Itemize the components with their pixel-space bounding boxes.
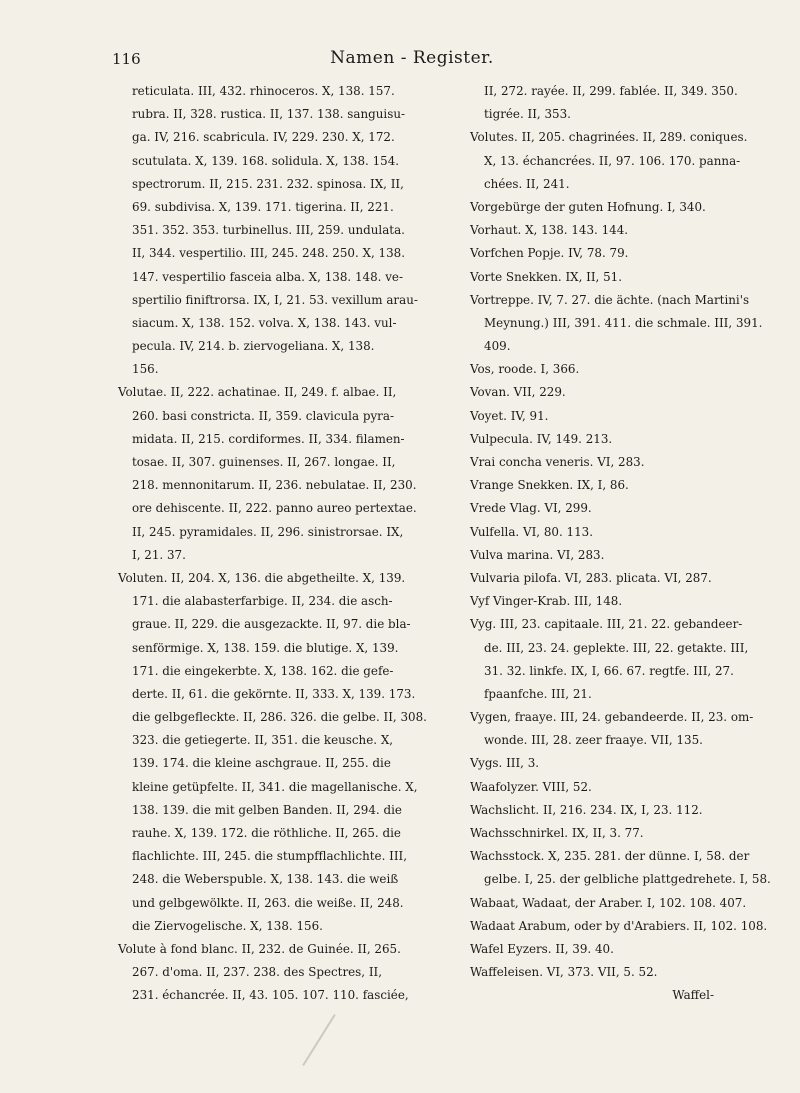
index-entry: Vovan. VII, 229.	[470, 385, 566, 400]
index-entry: Vortreppe. IV, 7. 27. die ächte. (nach Martini's	[470, 292, 750, 307]
left-index-column	[118, 80, 450, 1008]
right-index-column	[470, 80, 771, 1008]
index-entry-continuation: rauhe. X, 139. 172. die röthliche. II, 265. die	[132, 826, 401, 840]
index-entry: Wachsschnirkel. IX, II, 3. 77.	[470, 826, 644, 840]
index-entry: Vyf Vinger-Krab. III, 148.	[470, 594, 623, 609]
index-entry: Wabaat, Wadaat, der Araber. I, 102. 108. 407.	[470, 895, 747, 910]
index-entry: Volutae. II, 222. achatinae. II, 249. f. albae. II,	[118, 385, 397, 400]
index-entry: Vygen, fraaye. III, 24. gebandeerde. II, 23. om-	[470, 710, 754, 725]
index-entry-continuation: 31. 32. linkfe. IX, I, 66. 67. regtfe. III, 27.	[484, 663, 734, 678]
index-entry: Vorhaut. X, 138. 143. 144.	[470, 223, 629, 238]
index-entry: Volutes. II, 205. chagrinées. II, 289. coniques.	[470, 130, 748, 145]
index-entry: Vulvaria pilofa. VI, 283. plicata. VI, 287.	[470, 570, 712, 585]
index-entry: Vyg. III, 23. capitaale. III, 21. 22. gebandeer-	[470, 617, 743, 632]
index-entry-continuation: kleine getüpfelte. II, 341. die magellanische. X,	[132, 779, 418, 794]
index-entry-continuation: graue. II, 229. die ausgezackte. II, 97. die bla-	[132, 617, 411, 632]
index-entry: Vorfchen Popje. IV, 78. 79.	[470, 246, 629, 261]
index-entry-continuation: 351. 352. 353. turbinellus. III, 259. undulata.	[132, 223, 405, 238]
index-entry-continuation: scutulata. X, 139. 168. solidula. X, 138. 154.	[132, 153, 400, 168]
index-entry: Vrai concha veneris. VI, 283.	[470, 455, 645, 469]
index-entry-continuation: gelbe. I, 25. der gelbliche plattgedrehete. I, 58.	[484, 872, 771, 887]
index-entry: Vygs. III, 3.	[470, 756, 540, 771]
index-entry-continuation: I, 21. 37.	[132, 547, 186, 562]
index-entry-continuation: tosae. II, 307. guinenses. II, 267. longae. II,	[132, 455, 396, 469]
index-entry-continuation: flachlichte. III, 245. die stumpfflachlichte. III,	[132, 849, 408, 864]
index-entry-continuation: siacum. X, 138. 152. volva. X, 138. 143. vul-	[132, 315, 397, 330]
index-entry-continuation: spertilio finiftrorsa. IX, I, 21. 53. vexillum arau-	[132, 292, 418, 307]
index-entry-continuation: 231. échancrée. II, 43. 105. 107. 110. fasciée,	[132, 988, 409, 1003]
index-entry-continuation: spectrorum. II, 215. 231. 232. spinosa. IX, II,	[132, 176, 404, 191]
index-entry-continuation: die gelbgefleckte. II, 286. 326. die gelbe. II, 308.	[132, 710, 427, 725]
index-entry-continuation: 409.	[484, 339, 511, 354]
index-entry: Vorgebürge der guten Hofnung. I, 340.	[470, 199, 706, 214]
index-entry-continuation: 260. basi constricta. II, 359. clavicula pyra-	[132, 408, 394, 423]
index-entry: Waffel-	[672, 988, 714, 1003]
page-number: 116	[112, 50, 141, 68]
index-entry-continuation: 171. die alabasterfarbige. II, 234. die asch-	[132, 594, 393, 609]
page-header	[112, 50, 712, 76]
index-entry: Vorte Snekken. IX, II, 51.	[470, 269, 623, 284]
index-entry: Volute à fond blanc. II, 232. de Guinée. II, 265.	[118, 941, 401, 956]
index-entry-continuation: 267. d'oma. II, 237. 238. des Spectres, II,	[132, 965, 382, 980]
index-entry-continuation: und gelbgewölkte. II, 263. die weiße. II, 248.	[132, 895, 404, 910]
index-entry-continuation: de. III, 23. 24. geplekte. III, 22. getakte. III,	[484, 640, 749, 655]
index-entry-continuation: die Ziervogelische. X, 138. 156.	[132, 918, 323, 933]
index-entry-continuation: 147. vespertilio fasceia alba. X, 138. 148. ve-	[132, 269, 403, 284]
index-entry: Vulfella. VI, 80. 113.	[470, 524, 593, 539]
index-entry-continuation: rubra. II, 328. rustica. II, 137. 138. sanguisu-	[132, 107, 405, 122]
index-entry: Vrange Snekken. IX, I, 86.	[470, 478, 629, 493]
index-entry: Vrede Vlag. VI, 299.	[470, 501, 592, 516]
index-entry-continuation: derte. II, 61. die gekörnte. II, 333. X, 139. 173.	[132, 686, 416, 701]
index-entry-continuation: II, 272. rayée. II, 299. fablée. II, 349. 350.	[484, 84, 738, 98]
index-entry-continuation: 69. subdivisa. X, 139. 171. tigerina. II, 221.	[132, 199, 394, 214]
index-entry-continuation: 138. 139. die mit gelben Banden. II, 294. die	[132, 802, 402, 817]
index-entry-continuation: senförmige. X, 138. 159. die blutige. X, 139.	[132, 640, 399, 655]
index-entry-continuation: 323. die getiegerte. II, 351. die keusche. X,	[132, 733, 394, 748]
index-entry-continuation: II, 245. pyramidales. II, 296. sinistrorsae. IX,	[132, 524, 404, 539]
index-entry-continuation: ga. IV, 216. scabricula. IV, 229. 230. X, 172.	[132, 130, 395, 145]
index-entry-continuation: 156.	[132, 362, 159, 377]
index-entry: Voluten. II, 204. X, 136. die abgetheilte. X, 139.	[118, 570, 406, 585]
index-entry-continuation: II, 344. vespertilio. III, 245. 248. 250. X, 138.	[132, 246, 406, 261]
index-entry: Waffeleisen. VI, 373. VII, 5. 52.	[470, 965, 658, 980]
index-entry-continuation: wonde. III, 28. zeer fraaye. VII, 135.	[484, 733, 703, 748]
index-entry-continuation: chées. II, 241.	[484, 176, 570, 191]
index-entry: Wafel Eyzers. II, 39. 40.	[470, 941, 614, 956]
running-head: Namen - Register.	[330, 48, 494, 68]
index-entry-continuation: midata. II, 215. cordiformes. II, 334. filamen-	[132, 431, 405, 446]
index-entry: Voyet. IV, 91.	[470, 408, 549, 423]
index-entry-continuation: fpaanfche. III, 21.	[484, 686, 592, 701]
index-entry: Waafolyzer. VIII, 52.	[470, 779, 592, 794]
index-entry: Wadaat Arabum, oder by d'Arabiers. II, 102. 108.	[470, 918, 768, 933]
index-entry-continuation: pecula. IV, 214. b. ziervogeliana. X, 138.	[132, 339, 375, 354]
index-entry-continuation: X, 13. échancrées. II, 97. 106. 170. panna-	[484, 153, 741, 168]
index-entry-continuation: 218. mennonitarum. II, 236. nebulatae. II, 230.	[132, 478, 417, 493]
index-entry-continuation: Meynung.) III, 391. 411. die schmale. III, 391.	[484, 315, 763, 330]
index-entry: Wachslicht. II, 216. 234. IX, I, 23. 112.	[470, 802, 703, 817]
index-entry-continuation: reticulata. III, 432. rhinoceros. X, 138. 157.	[132, 84, 395, 98]
index-entry-continuation: ore dehiscente. II, 222. panno aureo pertextae.	[132, 501, 417, 516]
index-entry-continuation: 139. 174. die kleine aschgraue. II, 255. die	[132, 756, 391, 771]
index-entry: Vos, roode. I, 366.	[470, 362, 580, 377]
index-entry-continuation: tigrée. II, 353.	[484, 107, 571, 122]
index-entry: Vulva marina. VI, 283.	[470, 547, 605, 562]
stray-pencil-mark	[302, 1014, 335, 1066]
index-entry: Vulpecula. IV, 149. 213.	[470, 431, 613, 446]
index-entry-continuation: 248. die Weberspuble. X, 138. 143. die weiß	[132, 872, 399, 887]
index-entry-continuation: 171. die eingekerbte. X, 138. 162. die gefe-	[132, 663, 394, 678]
index-entry: Wachsstock. X, 235. 281. der dünne. I, 58. der	[470, 849, 750, 864]
